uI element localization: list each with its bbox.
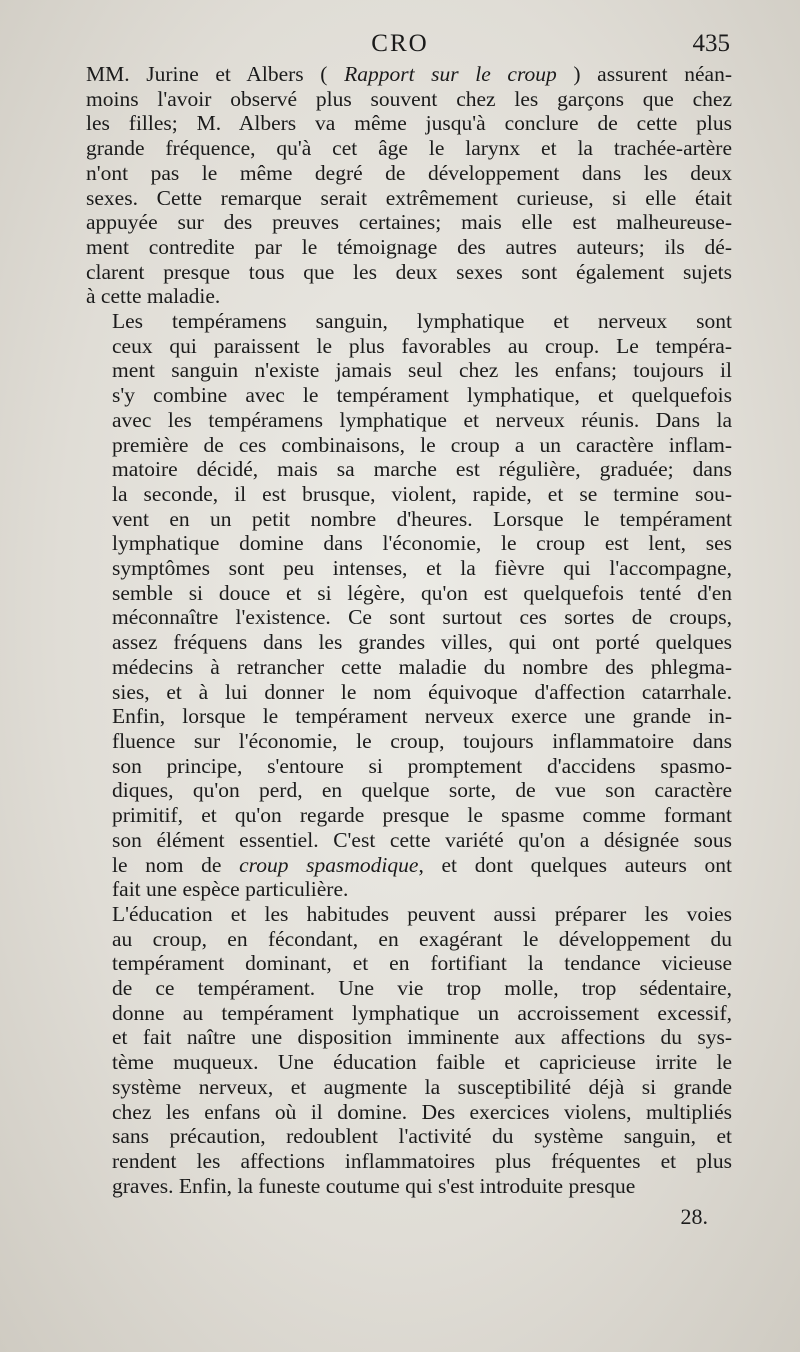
paragraph-1 [86,62,732,309]
text-line: sexes. Cette remarque serait extrêmement curieuse, si elle était [86,185,732,210]
text-line: sans précaution, redoublent l'activité du système sanguin, et [112,1124,732,1149]
italic-text: Rapport sur le croup [344,62,557,86]
text-line: système nerveux, et augmente la susceptibilité déjà si grande [112,1074,732,1099]
text-line: ceux qui paraissent le plus favorables au croup. Le tempéra- [112,333,732,358]
text-line: sies, et à lui donner le nom équivoque d'affection catarrhale. [112,679,732,704]
text-line: le nom de croup spasmodique, et dont quelques auteurs ont [112,852,732,877]
text-line: n'ont pas le même degré de développement dans les deux [86,160,732,185]
text-line: L'éducation et les habitudes peuvent aussi préparer les voies [112,901,732,926]
body-text [86,62,732,1198]
text-line: tempérament dominant, et en fortifiant la tendance vicieuse [112,951,732,976]
text-line: vent en un petit nombre d'heures. Lorsque le tempérament [112,506,732,531]
text-line: à cette maladie. [86,284,221,309]
page-number: 435 [692,30,730,57]
text-line: son principe, s'entoure si promptement d'accidens spasmo- [112,753,732,778]
text-line: les filles; M. Albers va même jusqu'à conclure de cette plus [86,111,732,136]
text-line: moins l'avoir observé plus souvent chez les garçons que chez [86,86,732,111]
text-line: chez les enfans où il domine. Des exercices violens, multipliés [112,1099,732,1124]
text-line: grande fréquence, qu'à cet âge le larynx et la trachée-artère [86,136,732,161]
text-line: Les tempéramens sanguin, lymphatique et nerveux sont [112,309,732,334]
text-line: matoire décidé, mais sa marche est régulière, graduée; dans [112,457,732,482]
running-head: CRO [371,30,429,57]
text-line: donne au tempérament lymphatique un accroissement excessif, [112,1000,732,1025]
text-line: fait une espèce particulière. [112,877,349,902]
text-line: ment sanguin n'existe jamais seul chez les enfans; toujours il [112,358,732,383]
text-line: médecins à retrancher cette maladie du nombre des phlegma- [112,654,732,679]
page-header [0,30,800,60]
text-line: fluence sur l'économie, le croup, toujours inflammatoire dans [112,728,732,753]
text-line: diques, qu'on perd, en quelque sorte, de vue son caractère [112,778,732,803]
text-line: primitif, et qu'on regarde presque le spasme comme formant [112,803,732,828]
text-line: graves. Enfin, la funeste coutume qui s'est introduite presque [112,1173,636,1198]
text-line: ment contredite par le témoignage des autres auteurs; ils dé- [86,234,732,259]
paragraph-3 [86,902,732,1198]
text-line: première de ces combinaisons, le croup a un caractère inflam- [112,432,732,457]
signature-mark: 28. [680,1204,708,1229]
text-line: méconnaître l'existence. Ce sont surtout ces sortes de croups, [112,605,732,630]
text-line: Enfin, lorsque le tempérament nerveux exerce une grande in- [112,704,732,729]
text-line: appuyée sur des preuves certaines; mais elle est malheureuse- [86,210,732,235]
text-line: et fait naître une disposition imminente aux affections du sys- [112,1025,732,1050]
text-line: semble si douce et si légère, qu'on est quelquefois tenté d'en [112,580,732,605]
text-line: lymphatique domine dans l'économie, le croup est lent, ses [112,531,732,556]
text-line: la seconde, il est brusque, violent, rapide, et se termine sou- [112,481,732,506]
text-line: symptômes sont peu intenses, et la fièvre qui l'accompagne, [112,556,732,581]
text-line: clarent presque tous que les deux sexes sont également sujets [86,259,732,284]
paragraph-2 [86,309,732,902]
text-line: assez fréquens dans les grandes villes, qui ont porté quelques [112,630,732,655]
italic-text: croup spasmodique [239,852,419,877]
text-line: son élément essentiel. C'est cette variété qu'on a désignée sous [112,827,732,852]
text-line: s'y combine avec le tempérament lymphatique, et quelquefois [112,383,732,408]
text-line: tème muqueux. Une éducation faible et capricieuse irrite le [112,1050,732,1075]
text-line: au croup, en fécondant, en exagérant le développement du [112,926,732,951]
text-line: de ce tempérament. Une vie trop molle, trop sédentaire, [112,976,732,1001]
text-line: MM. Jurine et Albers ( Rapport sur le croup ) assurent néan- [86,62,733,86]
text-line: avec les tempéramens lymphatique et nerveux réunis. Dans la [112,407,732,432]
text-line: rendent les affections inflammatoires plus fréquentes et plus [112,1148,732,1173]
